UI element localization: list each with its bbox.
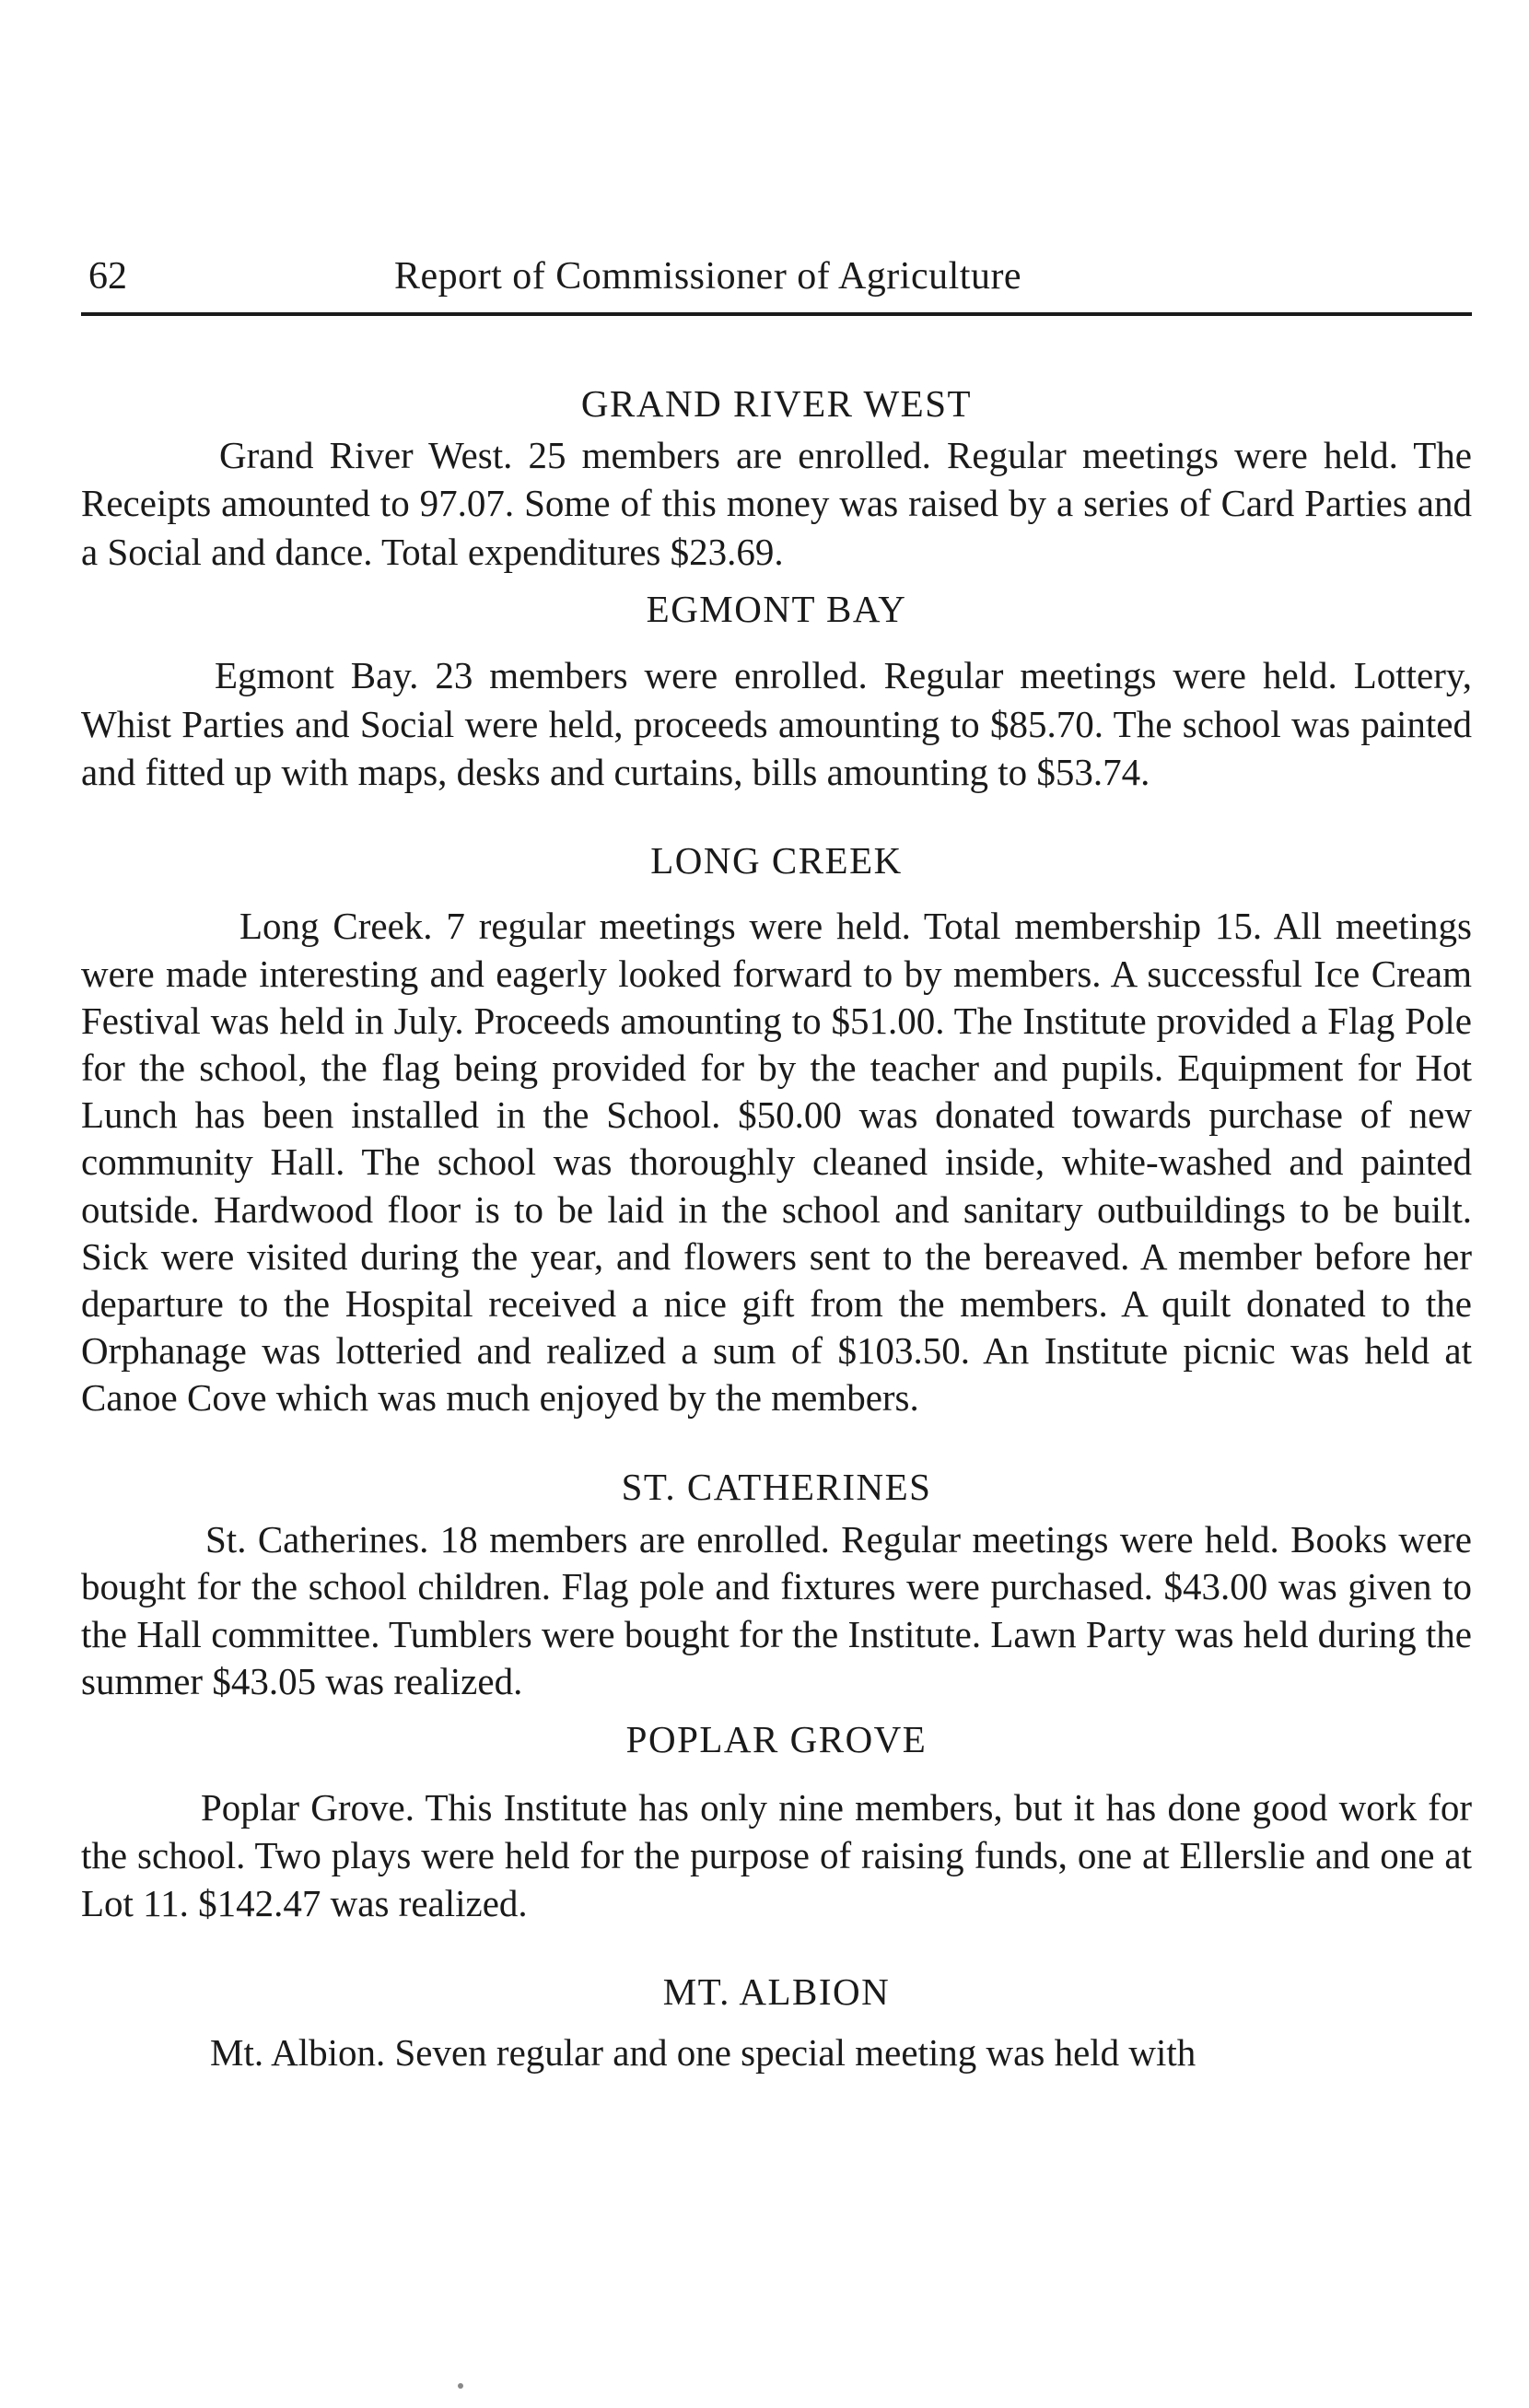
- section-st-catherines: [81, 1463, 1472, 1706]
- section-heading: LONG CREEK: [650, 839, 903, 883]
- report-content: [81, 380, 1472, 2076]
- section-heading: MT. ALBION: [662, 1970, 891, 2013]
- section-mt-albion: [81, 1968, 1472, 2076]
- section-egmont-bay: [81, 585, 1472, 796]
- section-paragraph: Egmont Bay. 23 members were enrolled. Regular meetings were held. Lottery, Whist Parties and Social were held, proceeds amounting to $85.70. The school was painted and fitted up with maps, desks and curtains, bills amounting to $53.74.: [81, 654, 1472, 794]
- section-heading: POPLAR GROVE: [625, 1717, 928, 1760]
- header-rule: [81, 312, 1472, 316]
- section-heading: EGMONT BAY: [646, 588, 907, 631]
- section-paragraph: Long Creek. 7 regular meetings were held. Total membership 15. All meetings were made interesting and eagerly looked forward to by members. A successful Ice Cream Festival was held in July. Proceeds amounting to $51.00. The Institute provided a Flag Pole for the school, the flag being provided for by the teacher and pupils. Equipment for Hot Lunch has been installed in the School. $50.00 was donated towards purchase of new community Hall. The school was thoroughly cleaned inside, white-washed and painted outside. Hardwood floor is to be laid in the school and sanitary outbuildings to be built. Sick were visited during the year, and flowers sent to the bereaved. A member before her departure to the Hospital received a nice gift from the members. A quilt donated to the Orphanage was lotteried and realized a sum of $103.50. An Institute picnic was held at Canoe Cove which was much enjoyed by the members.: [81, 905, 1472, 1420]
- running-title: Report of Commissioner of Agriculture: [394, 255, 1022, 298]
- section-paragraph: Grand River West. 25 members are enrolled. Regular meetings were held. The Receipts amounted to 97.07. Some of this money was raised by a series of Card Parties and a Social and dance. Total expenditures $23.69.: [81, 434, 1472, 573]
- section-paragraph: St. Catherines. 18 members are enrolled. Regular meetings were held. Books were bought for the school children. Flag pole and fixtures were purchased. $43.00 was given to the Hall committee. Tumblers were bought for the Institute. Lawn Party was held during the summer $43.05 was realized.: [81, 1517, 1472, 1703]
- section-poplar-grove: [81, 1715, 1472, 1927]
- page-number: 62: [88, 255, 127, 298]
- section-paragraph: Poplar Grove. This Institute has only nine members, but it has done good work for the school. Two plays were held for the purpose of raising funds, one at Ellerslie and one at Lot 11. $142.47 was realized.: [81, 1785, 1472, 1924]
- print-speck: [458, 2383, 463, 2389]
- section-grand-river-west: [81, 380, 1472, 576]
- section-heading: ST. CATHERINES: [621, 1465, 932, 1508]
- running-header: [81, 253, 1472, 299]
- section-long-creek: [81, 836, 1472, 1421]
- section-paragraph: Mt. Albion. Seven regular and one special meeting was held with: [210, 2030, 1196, 2074]
- section-heading: GRAND RIVER WEST: [580, 382, 973, 425]
